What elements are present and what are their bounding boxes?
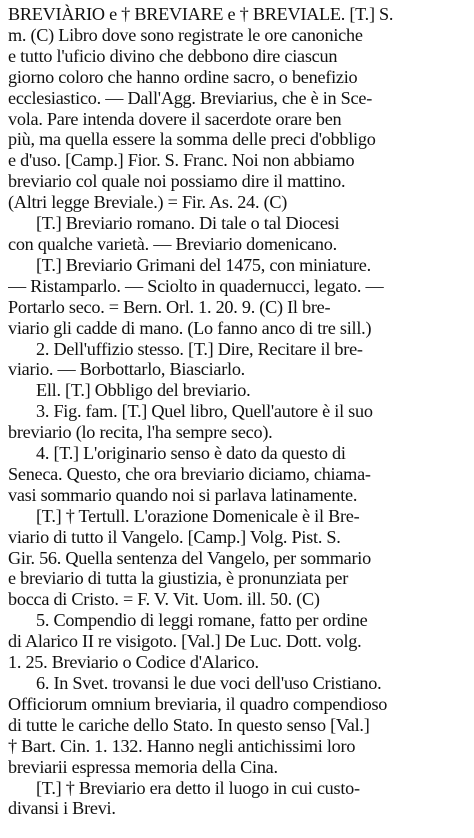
text-line: vasi sommario quando noi si parlava latinamente. bbox=[8, 484, 358, 505]
text-line: breviario (lo recita, l'ha sempre seco). bbox=[8, 422, 273, 443]
text-line: e d'uso. [Camp.] Fior. S. Franc. Noi non abbiamo bbox=[8, 150, 355, 171]
text-line: 6. In Svet. trovansi le due voci dell'uso Cristiano. bbox=[36, 673, 382, 693]
entry-breviario bbox=[8, 4, 468, 819]
text-line: (Altri legge Breviale.) = Fir. As. 24. (C) bbox=[8, 192, 288, 213]
text-line: Gir. 56. Quella sentenza del Vangelo, per sommario bbox=[8, 547, 371, 568]
text-line: Portarlo seco. = Bern. Orl. 1. 20. 9. (C) Il bre- bbox=[8, 296, 331, 317]
text-line: giorno coloro che hanno ordine sacro, o benefizio bbox=[8, 66, 358, 87]
text-line: 1. 25. Breviario o Codice d'Alarico. bbox=[8, 652, 259, 673]
text-line: BREVIÀRIO e † BREVIARE e † BREVIALE. [T.] S. bbox=[8, 4, 394, 24]
text-line: † Bart. Cin. 1. 132. Hanno negli antichissimi loro bbox=[8, 735, 356, 756]
text-line: e tutto l'uficio divino che debbono dire ciascun bbox=[8, 45, 338, 66]
text-line: [T.] † Tertull. L'orazione Domenicale è il Bre- bbox=[36, 505, 360, 526]
text-line: bocca di Cristo. = F. V. Vit. Uom. ill. 50. (C) bbox=[8, 589, 320, 610]
text-line: più, ma quella essere la somma delle preci d'obbligo bbox=[8, 129, 376, 150]
text-line: [T.] † Breviario era detto il luogo in cui custo- bbox=[36, 777, 360, 798]
text-line: [T.] Breviario Grimani del 1475, con miniature. bbox=[36, 254, 371, 275]
text-line: di tutte le cariche dello Stato. In questo senso [Val.] bbox=[8, 714, 370, 735]
text-line: e breviario di tutta la giustizia, è pronunziata per bbox=[8, 568, 349, 589]
text-line: vola. Pare intenda dovere il sacerdote orare ben bbox=[8, 108, 342, 129]
text-line: divansi i Brevi. bbox=[8, 798, 116, 819]
text-line: [T.] Breviario romano. Di tale o tal Diocesi bbox=[36, 213, 340, 234]
text-line: viario di tutto il Vangelo. [Camp.] Volg. Pist. S. bbox=[8, 526, 341, 547]
text-line: m. (C) Libro dove sono registrate le ore canoniche bbox=[8, 24, 363, 45]
text-line: — Ristamparlo. — Sciolto in quadernucci, legato. — bbox=[8, 275, 384, 296]
text-line: viario. — Borbottarlo, Biasciarlo. bbox=[8, 359, 245, 380]
text-line: breviario col quale noi possiamo dire il mattino. bbox=[8, 171, 346, 192]
text-line: Officiorum omnium breviaria, il quadro compendioso bbox=[8, 693, 388, 714]
text-line: ecclesiastico. — Dall'Agg. Breviarius, che è in Sce- bbox=[8, 87, 372, 108]
text-line: con qualche varietà. — Breviario domenicano. bbox=[8, 233, 337, 254]
text-line: 5. Compendio di leggi romane, fatto per ordine bbox=[36, 610, 368, 631]
text-line: viario gli cadde di mano. (Lo fanno anco di tre sill.) bbox=[8, 317, 372, 338]
text-line: breviarii espressa memoria della Cina. bbox=[8, 756, 278, 777]
text-line: 3. Fig. fam. [T.] Quel libro, Quell'autore è il suo bbox=[36, 401, 373, 422]
text-line: 2. Dell'uffizio stesso. [T.] Dire, Recitare il bre- bbox=[36, 338, 363, 359]
text-line: di Alarico II re visigoto. [Val.] De Luc. Dott. volg. bbox=[8, 631, 362, 652]
text-line: Seneca. Questo, che ora breviario diciamo, chiama- bbox=[8, 463, 371, 484]
text-line: Ell. [T.] Obbligo del breviario. bbox=[36, 380, 251, 401]
text-line: 4. [T.] L'originario senso è dato da questo di bbox=[36, 443, 346, 464]
